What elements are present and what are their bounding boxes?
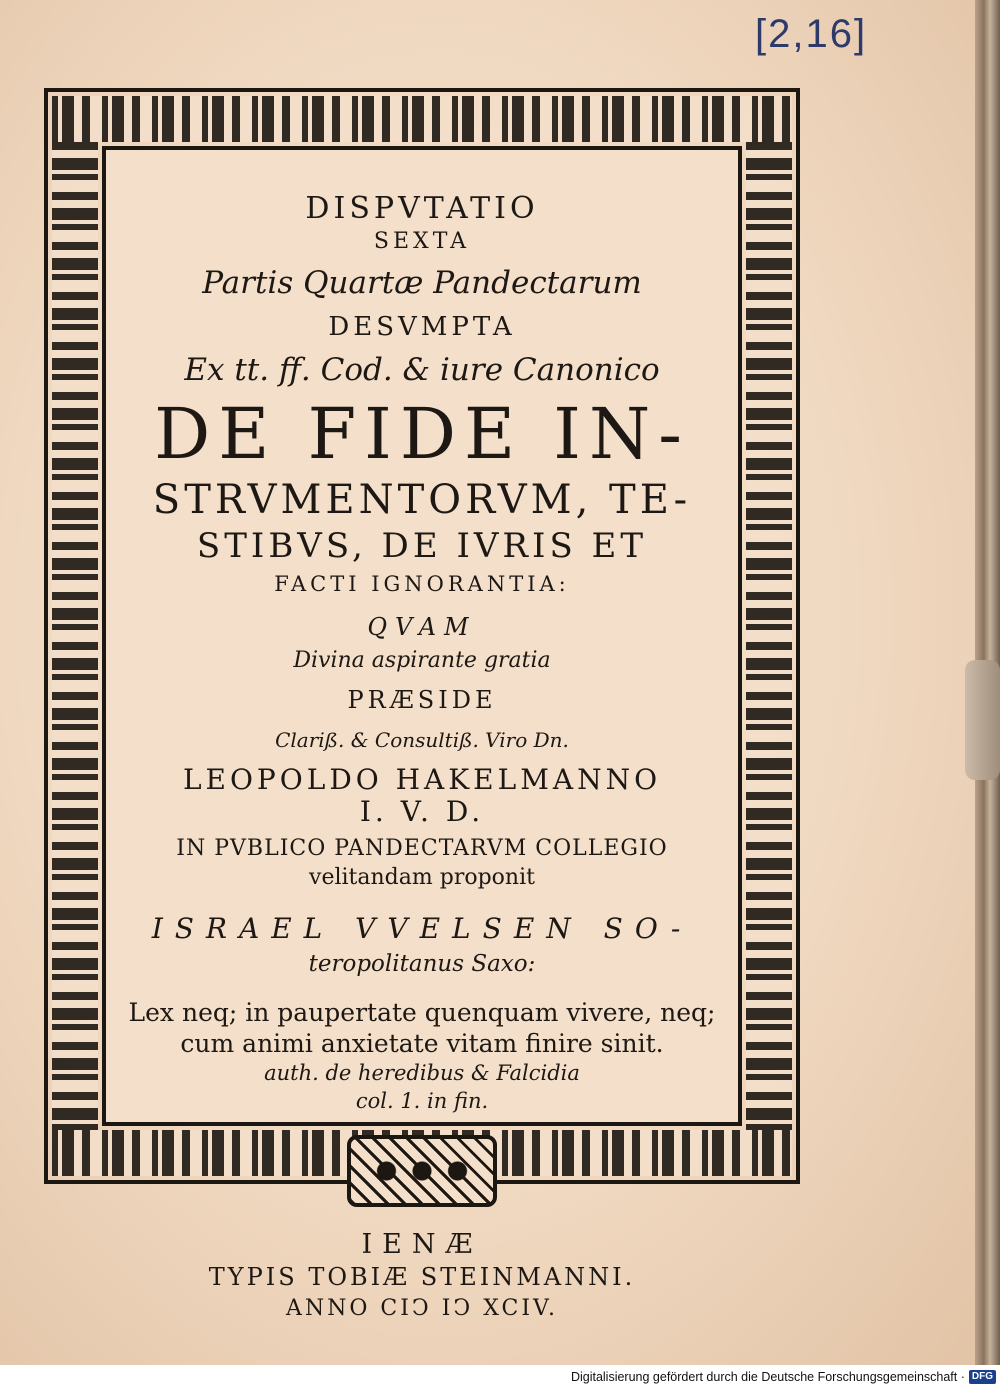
title-block <box>106 191 738 1321</box>
digitization-footer <box>570 1366 1000 1388</box>
imprint-place: IENÆ <box>361 1229 483 1261</box>
title-sexta: SEXTA <box>373 228 471 254</box>
border-band-right <box>746 142 792 1130</box>
title-desumpta: DESVMPTA <box>328 312 516 343</box>
printer-ornament <box>347 1135 497 1207</box>
dfg-logo: DFG <box>969 1370 996 1384</box>
footer-text: Digitalisierung gefördert durch die Deutsche Forschungsgemeinschaft · <box>570 1370 965 1384</box>
imprint-printer: TYPIS TOBIÆ STEINMANNI. <box>208 1263 636 1292</box>
source-line-1: auth. de heredibus & Falcidia <box>264 1060 580 1085</box>
border-band-top <box>52 96 792 142</box>
main-title-line-1: DE FIDE IN- <box>154 392 690 475</box>
shelfmark-annotation: [2,16] <box>755 12 868 56</box>
main-title-line-4: FACTI IGNORANTIA: <box>274 572 570 597</box>
title-disputatio: DISPVTATIO <box>305 191 539 226</box>
ornamental-border <box>44 88 800 1321</box>
main-title-line-2: STRVMENTORVM, TE- <box>152 476 692 523</box>
border-band-left <box>52 142 98 1130</box>
respondent-origin: teropolitanus Saxo: <box>308 950 536 977</box>
collegio-line: IN PVBLICO PANDECTARVM COLLEGIO <box>176 836 668 862</box>
title-ex-iure: Ex tt. ff. Cod. & iure Canonico <box>184 352 660 389</box>
velitandam-line: velitandam proponit <box>309 865 535 891</box>
praeses-name: LEOPOLDO HAKELMANNO <box>182 762 662 796</box>
divina-line: Divina aspirante gratia <box>293 647 551 673</box>
title-partis: Partis Quartæ Pandectarum <box>202 264 642 301</box>
clariss-line: Clariß. & Consultiß. Viro Dn. <box>275 727 569 752</box>
source-line-2: col. 1. in fin. <box>355 1088 489 1113</box>
bookmark-tab <box>965 660 1000 780</box>
main-title-line-3: STIBVS, DE IVRIS ET <box>196 525 648 566</box>
motto-line-1: Lex neq; in paupertate quenquam vivere, neq; <box>128 998 716 1028</box>
quam-line: QVAM <box>367 613 477 642</box>
imprint-year: ANNO CIↃ IↃ XCIV. <box>285 1295 559 1321</box>
respondent-name: ISRAEL VVELSEN SO- <box>151 911 693 945</box>
motto-line-2: cum animi anxietate vitam finire sinit. <box>180 1029 664 1059</box>
text-panel <box>102 146 742 1321</box>
praeses-degree: I. V. D. <box>359 794 485 828</box>
praeside-line: PRÆSIDE <box>347 686 497 715</box>
